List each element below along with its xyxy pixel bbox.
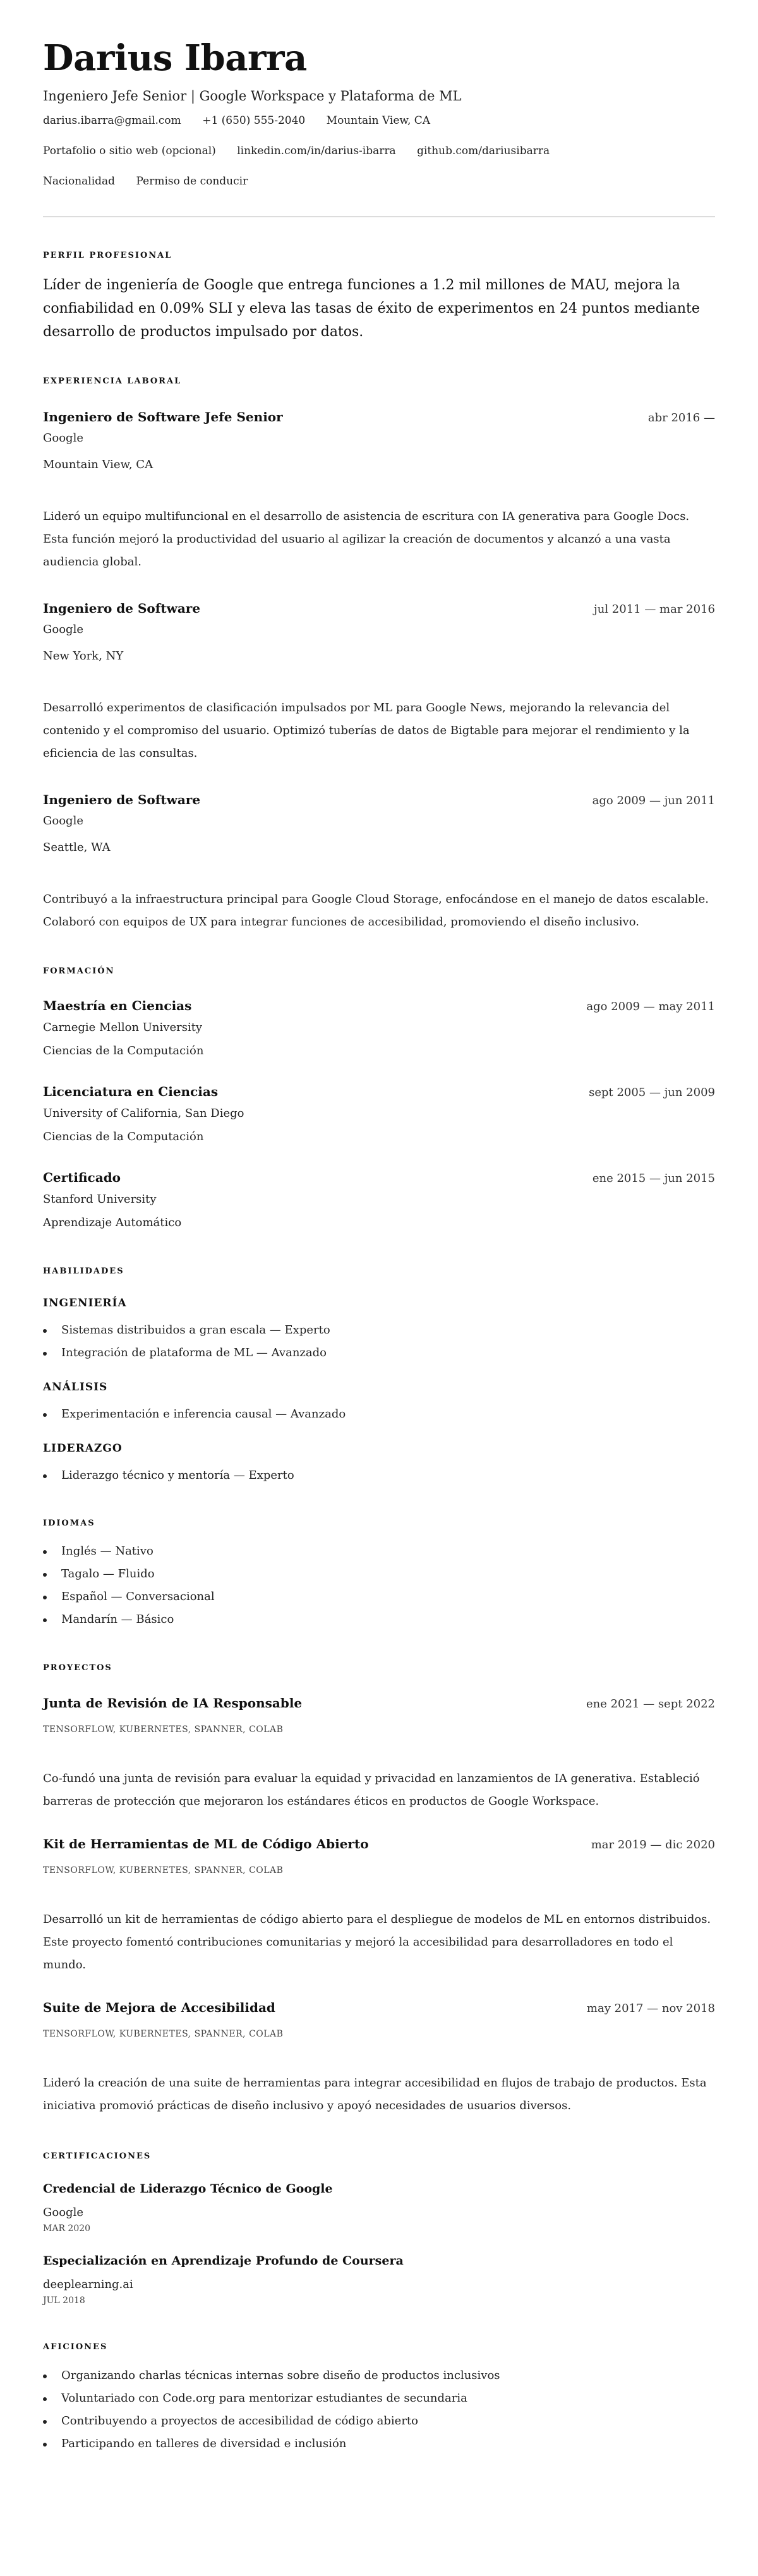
degree: Certificado	[43, 1170, 121, 1185]
certification-date: JUL 2018	[43, 2296, 85, 2306]
summary-text: Líder de ingeniería de Google que entrega funciones a 1.2 mil millones de MAU, mejora la confiabilidad en 0.09% SLI y eleva las tasas de éxito de experimentos en 24 puntos mediante desarrollo de productos impulsado por datos.	[43, 277, 700, 340]
bullet-icon	[43, 1573, 47, 1577]
bullet-icon	[43, 2420, 47, 2424]
bullet-icon	[43, 1413, 47, 1417]
education-item	[43, 997, 715, 1060]
company: Google	[43, 623, 83, 636]
list-item	[43, 1464, 715, 1487]
contact-row	[43, 105, 715, 136]
github-link[interactable]: github.com/dariusibarra	[417, 145, 550, 157]
section-heading: CERTIFICACIONES	[43, 2152, 152, 2161]
list-item	[43, 1586, 715, 1608]
skill-category: ANÁLISIS	[43, 1381, 108, 1393]
education-item	[43, 1169, 715, 1232]
education-dates: ene 2015 — jun 2015	[592, 1172, 715, 1185]
section-heading: AFICIONES	[43, 2342, 108, 2352]
institution: Stanford University	[43, 1193, 157, 1206]
list-item	[43, 1342, 715, 1364]
list-item	[43, 2364, 715, 2387]
contact-row	[43, 166, 715, 196]
list-item	[43, 1540, 715, 1563]
section-heading: IDIOMAS	[43, 1519, 95, 1528]
job-description: Desarrolló experimentos de clasificación impulsados por ML para Google News, mejorando la relevancia del contenido y el compromiso del usuario. Optimizó tuberías de datos de Bigtable para mejorar el rendimiento y la eficiencia de las consultas.	[43, 701, 690, 760]
summary-section	[43, 250, 715, 344]
contact-row	[43, 136, 715, 166]
job-location: New York, NY	[43, 649, 124, 663]
bullet-icon	[43, 2374, 47, 2378]
certification-name: Especialización en Aprendizaje Profundo de Coursera	[43, 2254, 404, 2268]
company: Google	[43, 814, 83, 828]
projects-section	[43, 1662, 715, 2117]
nationality: Nacionalidad	[43, 175, 116, 188]
job-description: Contribuyó a la infraestructura principal para Google Cloud Storage, enfocándose en el manejo de datos escalable. Colaboró con equipos de UX para integrar funciones de accesibilidad, promoviendo el diseño inclusivo.	[43, 893, 709, 929]
project-dates: mar 2019 — dic 2020	[591, 1838, 715, 1851]
bullet-icon	[43, 1596, 47, 1599]
job-location: Seattle, WA	[43, 841, 111, 854]
list-item	[43, 1608, 715, 1631]
job-dates: ago 2009 — jun 2011	[592, 794, 715, 807]
bullet-icon	[43, 1329, 47, 1333]
list-item	[43, 1319, 715, 1342]
language-text: Tagalo — Fluido	[61, 1567, 155, 1580]
institution: University of California, San Diego	[43, 1107, 244, 1120]
list-item	[43, 1403, 715, 1426]
portfolio-link[interactable]: Portafolio o sitio web (opcional)	[43, 145, 216, 157]
job-title: Ingeniero de Software	[43, 792, 201, 807]
field-of-study: Ciencias de la Computación	[43, 1130, 204, 1143]
skill-list	[43, 1403, 715, 1426]
field-of-study: Ciencias de la Computación	[43, 1044, 204, 1057]
section-heading: PERFIL PROFESIONAL	[43, 251, 172, 260]
project-item	[43, 1999, 715, 2117]
skill-category: INGENIERÍA	[43, 1297, 127, 1309]
section-heading: EXPERIENCIA LABORAL	[43, 376, 182, 386]
list-item	[43, 2410, 715, 2433]
language-text: Español — Conversacional	[61, 1590, 215, 1603]
hobbies-section	[43, 2341, 715, 2455]
skill-text: Experimentación e inferencia causal — Avanzado	[61, 1407, 346, 1421]
project-description: Lideró la creación de una suite de herramientas para integrar accesibilidad en flujos de trabajo de productos. Esta iniciativa promovió prácticas de diseño inclusivo y apoyó necesidades de usuarios diversos.	[43, 2076, 707, 2112]
skill-category: LIDERAZGO	[43, 1442, 123, 1455]
job-title: Ingeniero de Software Jefe Senior	[43, 409, 283, 424]
bullet-icon	[43, 2443, 47, 2447]
list-item	[43, 1563, 715, 1586]
certification-issuer: deeplearning.ai	[43, 2278, 133, 2291]
certification-date: MAR 2020	[43, 2224, 91, 2234]
certification-issuer: Google	[43, 2206, 83, 2219]
project-tech: TENSORFLOW, KUBERNETES, SPANNER, COLAB	[43, 1865, 284, 1875]
job-description: Lideró un equipo multifuncional en el desarrollo de asistencia de escritura con IA generativa para Google Docs. Esta función mejoró la productividad del usuario al agilizar la creación de documentos y alcanzó a una vasta audiencia global.	[43, 510, 690, 569]
company: Google	[43, 431, 83, 445]
language-text: Mandarín — Básico	[61, 1613, 174, 1626]
section-heading: HABILIDADES	[43, 1267, 124, 1276]
bullet-icon	[43, 1352, 47, 1356]
degree: Maestría en Ciencias	[43, 998, 192, 1013]
project-item	[43, 1694, 715, 1813]
location: Mountain View, CA	[326, 114, 431, 127]
education-dates: sept 2005 — jun 2009	[589, 1086, 715, 1099]
project-tech: TENSORFLOW, KUBERNETES, SPANNER, COLAB	[43, 1724, 284, 1735]
experience-item	[43, 408, 715, 574]
drivers-license: Permiso de conducir	[136, 175, 248, 188]
phone: +1 (650) 555-2040	[202, 114, 306, 127]
project-description: Co-fundó una junta de revisión para evaluar la equidad y privacidad en lanzamientos de IA generativa. Estableció barreras de protección que mejoraron los estándares éticos en productos de Google Workspace.	[43, 1772, 700, 1808]
project-item	[43, 1835, 715, 1977]
skill-text: Integración de plataforma de ML — Avanzado	[61, 1346, 327, 1359]
degree: Licenciatura en Ciencias	[43, 1084, 219, 1099]
section-heading: FORMACIÓN	[43, 966, 115, 976]
field-of-study: Aprendizaje Automático	[43, 1216, 182, 1229]
project-title: Junta de Revisión de IA Responsable	[43, 1695, 303, 1711]
hobby-list	[43, 2364, 715, 2455]
email-link[interactable]: darius.ibarra@gmail.com	[43, 114, 181, 127]
experience-item	[43, 599, 715, 765]
education-section	[43, 965, 715, 1232]
job-dates: abr 2016 —	[647, 411, 715, 424]
headline: Ingeniero Jefe Senior | Google Workspace y Plataforma de ML	[43, 88, 462, 104]
job-location: Mountain View, CA	[43, 458, 153, 471]
hobby-text: Contribuyendo a proyectos de accesibilidad de código abierto	[61, 2414, 418, 2428]
languages-section	[43, 1517, 715, 1631]
skill-text: Sistemas distribuidos a gran escala — Experto	[61, 1323, 330, 1337]
hobby-text: Organizando charlas técnicas internas sobre diseño de productos inclusivos	[61, 2369, 500, 2382]
project-title: Kit de Herramientas de ML de Código Abierto	[43, 1836, 369, 1851]
bullet-icon	[43, 1474, 47, 1478]
language-list	[43, 1540, 715, 1631]
project-title: Suite de Mejora de Accesibilidad	[43, 2000, 275, 2015]
experience-section	[43, 375, 715, 934]
skill-list	[43, 1464, 715, 1487]
list-item	[43, 2387, 715, 2410]
certification-name: Credencial de Liderazgo Técnico de Google	[43, 2182, 333, 2196]
project-dates: may 2017 — nov 2018	[586, 2002, 715, 2015]
resume-header	[43, 38, 715, 196]
candidate-name: Darius Ibarra	[43, 37, 307, 79]
bullet-icon	[43, 1618, 47, 1622]
hobby-text: Voluntariado con Code.org para mentorizar estudiantes de secundaria	[61, 2392, 467, 2405]
education-dates: ago 2009 — may 2011	[586, 1000, 715, 1013]
bullet-icon	[43, 1550, 47, 1554]
header-divider	[43, 216, 715, 217]
bullet-icon	[43, 2397, 47, 2401]
skills-section	[43, 1265, 715, 1487]
experience-item	[43, 791, 715, 934]
project-tech: TENSORFLOW, KUBERNETES, SPANNER, COLAB	[43, 2029, 284, 2039]
certification-item	[43, 2252, 715, 2308]
linkedin-link[interactable]: linkedin.com/in/darius-ibarra	[237, 145, 396, 157]
job-dates: jul 2011 — mar 2016	[594, 603, 715, 616]
institution: Carnegie Mellon University	[43, 1021, 203, 1034]
certifications-section	[43, 2150, 715, 2308]
list-item	[43, 2433, 715, 2455]
project-description: Desarrolló un kit de herramientas de código abierto para el despliegue de modelos de ML en entornos distribuidos. Este proyecto fomentó contribuciones comunitarias y mejoró la accesibilidad para desarrolladores en todo el mundo.	[43, 1913, 711, 1971]
section-heading: PROYECTOS	[43, 1663, 112, 1673]
project-dates: ene 2021 — sept 2022	[586, 1697, 715, 1711]
skill-list	[43, 1319, 715, 1364]
language-text: Inglés — Nativo	[61, 1544, 153, 1558]
job-title: Ingeniero de Software	[43, 601, 201, 616]
education-item	[43, 1083, 715, 1146]
hobby-text: Participando en talleres de diversidad e inclusión	[61, 2437, 347, 2450]
certification-item	[43, 2180, 715, 2236]
skill-text: Liderazgo técnico y mentoría — Experto	[61, 1469, 294, 1482]
